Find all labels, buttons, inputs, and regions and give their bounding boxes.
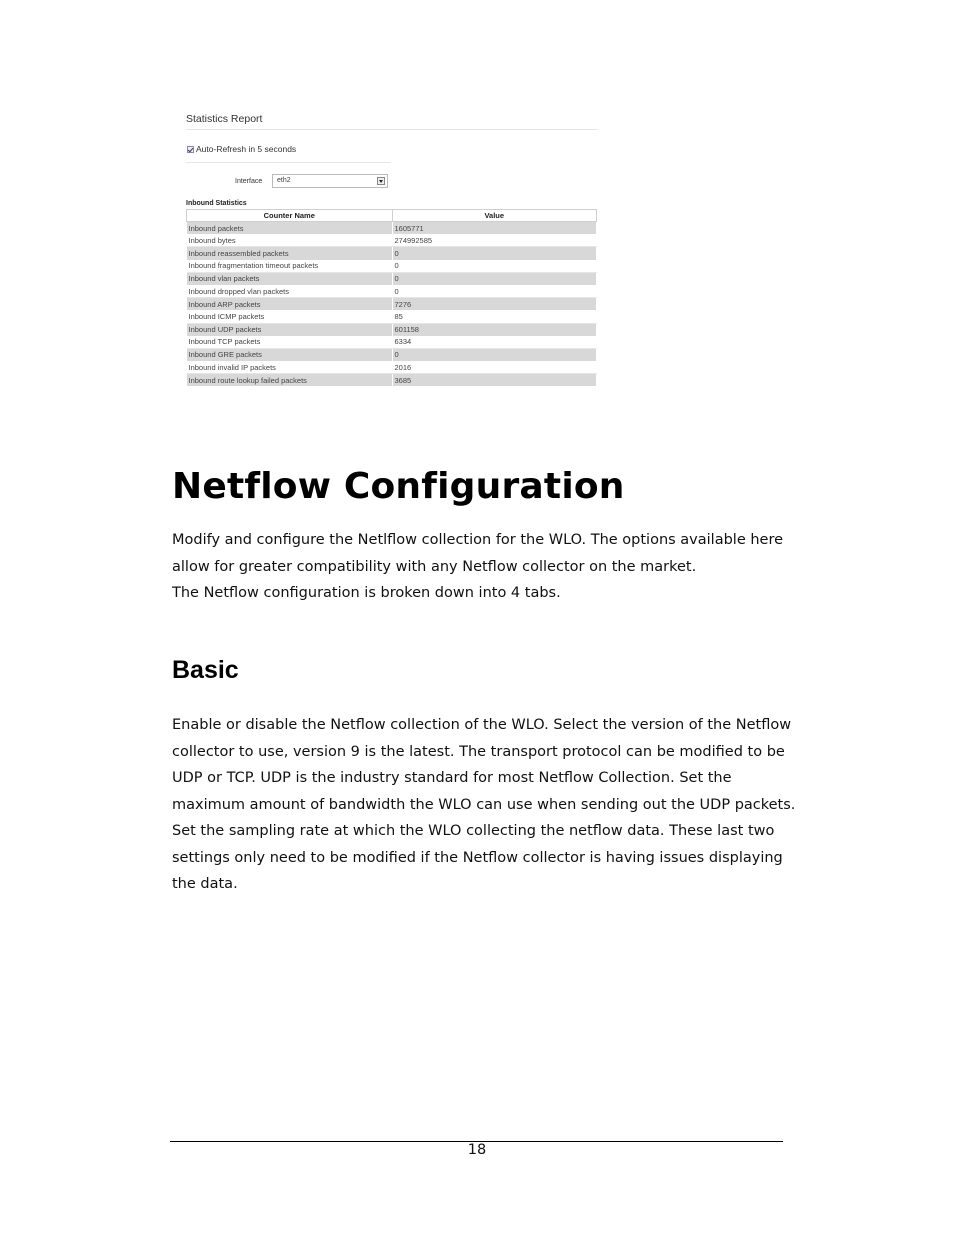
basic-line: UDP or TCP. UDP is the industry standard for most Netflow Collection. Set the [172, 770, 732, 786]
auto-refresh-row[interactable] [187, 144, 296, 154]
page-number: 18 [467, 1142, 487, 1158]
counter-name-cell: Inbound GRE packets [187, 348, 393, 361]
value-cell: 2016 [392, 361, 597, 374]
value-cell: 274992585 [392, 234, 597, 247]
value-cell: 601158 [392, 323, 597, 336]
inbound-statistics-title: Inbound Statistics [186, 200, 247, 207]
interface-label: Interface [235, 178, 263, 185]
counter-name-cell: Inbound ICMP packets [187, 310, 393, 323]
table-row [187, 260, 597, 273]
auto-refresh-checkbox[interactable] [187, 146, 194, 153]
table-row [187, 222, 597, 235]
value-cell: 3685 [392, 374, 597, 387]
options-divider [186, 162, 391, 163]
statistics-report-title: Statistics Report [186, 113, 263, 125]
intro-line: allow for greater compatibility with any Netflow collector on the market. [172, 558, 697, 575]
table-row [187, 285, 597, 298]
statistics-report-screenshot [186, 110, 598, 385]
counter-name-cell: Inbound dropped vlan packets [187, 285, 393, 298]
counter-name-cell: Inbound UDP packets [187, 323, 393, 336]
auto-refresh-label: Auto-Refresh in 5 seconds [196, 144, 297, 154]
page-title: Netflow Configuration [172, 466, 625, 507]
column-header-counter-name: Counter Name [187, 210, 393, 222]
table-row [187, 336, 597, 349]
value-cell: 1605771 [392, 222, 597, 235]
value-cell: 85 [392, 310, 597, 323]
counter-name-cell: Inbound invalid IP packets [187, 361, 393, 374]
value-cell: 0 [392, 247, 597, 260]
table-row [187, 272, 597, 285]
basic-line: maximum amount of bandwidth the WLO can use when sending out the UDP packets. [172, 796, 796, 813]
basic-line: collector to use, version 9 is the latest. The transport protocol can be modified to be [172, 743, 785, 760]
counter-name-cell: Inbound reassembled packets [187, 247, 393, 260]
table-row [187, 247, 597, 260]
counter-name-cell: Inbound TCP packets [187, 336, 393, 349]
intro-line: The Netflow configuration is broken down into 4 tabs. [172, 585, 561, 601]
basic-line: the data. [172, 876, 238, 892]
table-row [187, 374, 597, 387]
value-cell: 0 [392, 272, 597, 285]
interface-select[interactable] [272, 174, 388, 188]
inbound-statistics-table [186, 209, 597, 386]
table-row [187, 310, 597, 323]
counter-name-cell: Inbound route lookup failed packets [187, 374, 393, 387]
title-divider [186, 129, 598, 130]
intro-paragraph [172, 527, 792, 607]
intro-line: Modify and configure the Netlflow collection for the WLO. The options available here [172, 532, 784, 548]
value-cell: 0 [392, 285, 597, 298]
counter-name-cell: Inbound vlan packets [187, 272, 393, 285]
table-row [187, 323, 597, 336]
basic-line: Enable or disable the Netflow collection of the WLO. Select the version of the Netflow [172, 717, 792, 733]
counter-name-cell: Inbound bytes [187, 234, 393, 247]
table-row [187, 348, 597, 361]
basic-line: Set the sampling rate at which the WLO collecting the netflow data. These last two [172, 823, 775, 839]
value-cell: 7276 [392, 298, 597, 311]
counter-name-cell: Inbound ARP packets [187, 298, 393, 311]
value-cell: 0 [392, 260, 597, 273]
table-row [187, 298, 597, 311]
value-cell: 0 [392, 348, 597, 361]
counter-name-cell: Inbound fragmentation timeout packets [187, 260, 393, 273]
basic-paragraph [172, 712, 796, 898]
basic-line: settings only need to be modified if the Netflow collector is having issues displaying [172, 849, 783, 866]
column-header-value: Value [392, 210, 597, 222]
interface-value: eth2 [277, 177, 291, 184]
counter-name-cell: Inbound packets [187, 222, 393, 235]
section-heading-basic: Basic [172, 656, 239, 684]
value-cell: 6334 [392, 336, 597, 349]
table-row [187, 234, 597, 247]
chevron-down-icon[interactable] [377, 177, 385, 185]
table-row [187, 361, 597, 374]
